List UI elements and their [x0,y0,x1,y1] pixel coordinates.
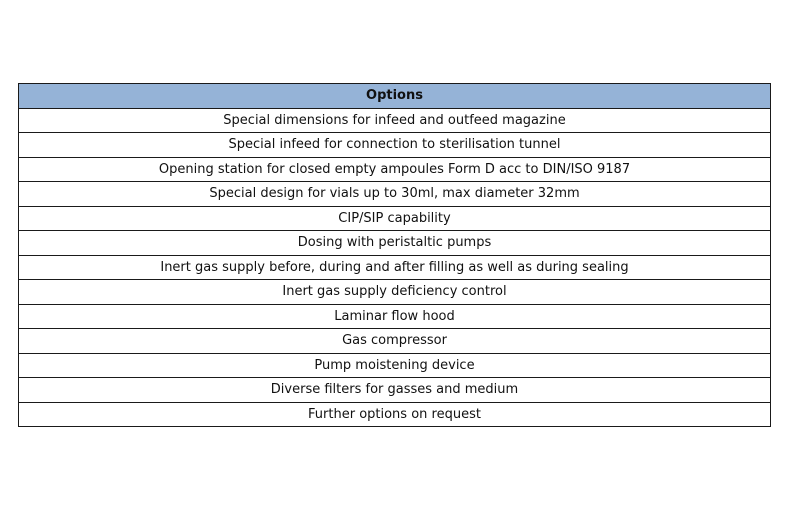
table-row [19,133,771,158]
option-cell: Pump moistening device [19,353,771,378]
table-row [19,231,771,256]
table-row [19,182,771,207]
table-row [19,255,771,280]
option-cell: Inert gas supply deficiency control [19,280,771,305]
option-cell: Laminar flow hood [19,304,771,329]
table-row [19,157,771,182]
table-row [19,206,771,231]
table-row [19,402,771,427]
option-cell: Inert gas supply before, during and after filling as well as during sealing [19,255,771,280]
table-row [19,378,771,403]
table-row [19,353,771,378]
table-row [19,108,771,133]
option-cell: Further options on request [19,402,771,427]
table-row [19,304,771,329]
option-cell: Gas compressor [19,329,771,354]
option-cell: Special infeed for connection to sterilisation tunnel [19,133,771,158]
table-header-row [19,84,771,109]
option-cell: CIP/SIP capability [19,206,771,231]
option-cell: Special dimensions for infeed and outfeed magazine [19,108,771,133]
option-cell: Opening station for closed empty ampoules Form D acc to DIN/ISO 9187 [19,157,771,182]
option-cell: Dosing with peristaltic pumps [19,231,771,256]
options-header: Options [19,84,771,109]
option-cell: Diverse filters for gasses and medium [19,378,771,403]
table-row [19,280,771,305]
options-table [18,83,771,427]
table-row [19,329,771,354]
option-cell: Special design for vials up to 30ml, max diameter 32mm [19,182,771,207]
